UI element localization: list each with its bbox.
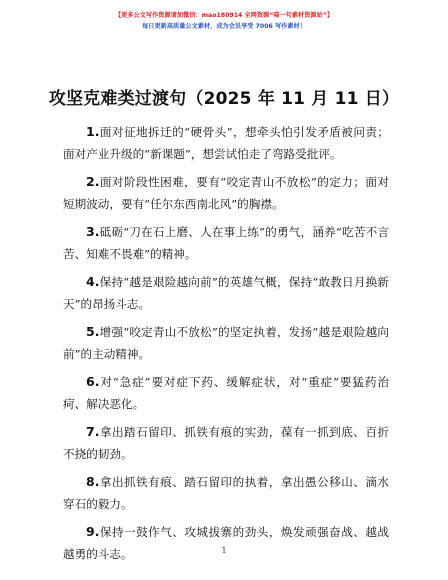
item-number: 4. <box>86 274 100 289</box>
item-text: 拿出抓铁有痕、踏石留印的执着，拿出愚公移山、滴水穿石的毅力。 <box>63 475 389 511</box>
list-item <box>63 521 389 565</box>
document-title: 攻坚克难类过渡句（2025 年 11 月 11 日） <box>48 89 400 109</box>
item-number: 6. <box>86 374 100 389</box>
sentence-list <box>63 121 389 571</box>
banner-update-line: 每日更新高质量公文素材，成为会员享受 7006 写作素材！ <box>142 23 306 30</box>
list-item <box>63 471 389 515</box>
item-text: 面对征地拆迁的“硬骨头”，想牵头怕引发矛盾被问责；面对产业升级的“新课题”，想尝试怕走了弯路受批评。 <box>63 125 389 161</box>
item-number: 1. <box>86 124 100 139</box>
item-number: 7. <box>86 424 100 439</box>
list-item <box>63 221 389 265</box>
header-banner <box>0 10 448 32</box>
item-text: 面对阶段性困难，要有“咬定青山不放松”的定力；面对短期波动，要有“任尔东西南北风”的胸襟。 <box>63 175 389 211</box>
item-text: 保持“越是艰险越向前”的英雄气概，保持“敢教日月换新天”的昂扬斗志。 <box>63 275 389 311</box>
item-number: 3. <box>86 224 100 239</box>
item-text: 拿出踏石留印、抓铁有痕的实劲，葆有一抓到底、百折不挠的韧劲。 <box>63 425 389 461</box>
banner-promo-line: 【更多公文写作资源请加微信：mao180914 全网资源“喵一句素材资源站”】 <box>114 12 334 19</box>
list-item <box>63 421 389 465</box>
page-number: 1 <box>221 546 227 555</box>
item-text: 保持一鼓作气、攻城拔寨的劲头，焕发顽强奋战、越战越勇的斗志。 <box>63 525 389 561</box>
list-item <box>63 321 389 365</box>
item-number: 5. <box>86 324 100 339</box>
item-number: 8. <box>86 474 100 489</box>
item-text: 对“急症”要对症下药、缓解症状，对“重症”要猛药治疴、解决恶化。 <box>63 375 389 411</box>
list-item <box>63 371 389 415</box>
list-item <box>63 171 389 215</box>
item-text: 增强“咬定青山不放松”的坚定执着，发扬“越是艰险越向前”的主动精神。 <box>63 325 389 361</box>
item-number: 9. <box>86 524 100 539</box>
item-text: 砥砺“刀在石上磨、人在事上练”的勇气，涵养“吃苦不言苦、知难不畏难”的精神。 <box>63 225 389 261</box>
list-item <box>63 271 389 315</box>
list-item <box>63 121 389 165</box>
item-number: 2. <box>86 174 100 189</box>
